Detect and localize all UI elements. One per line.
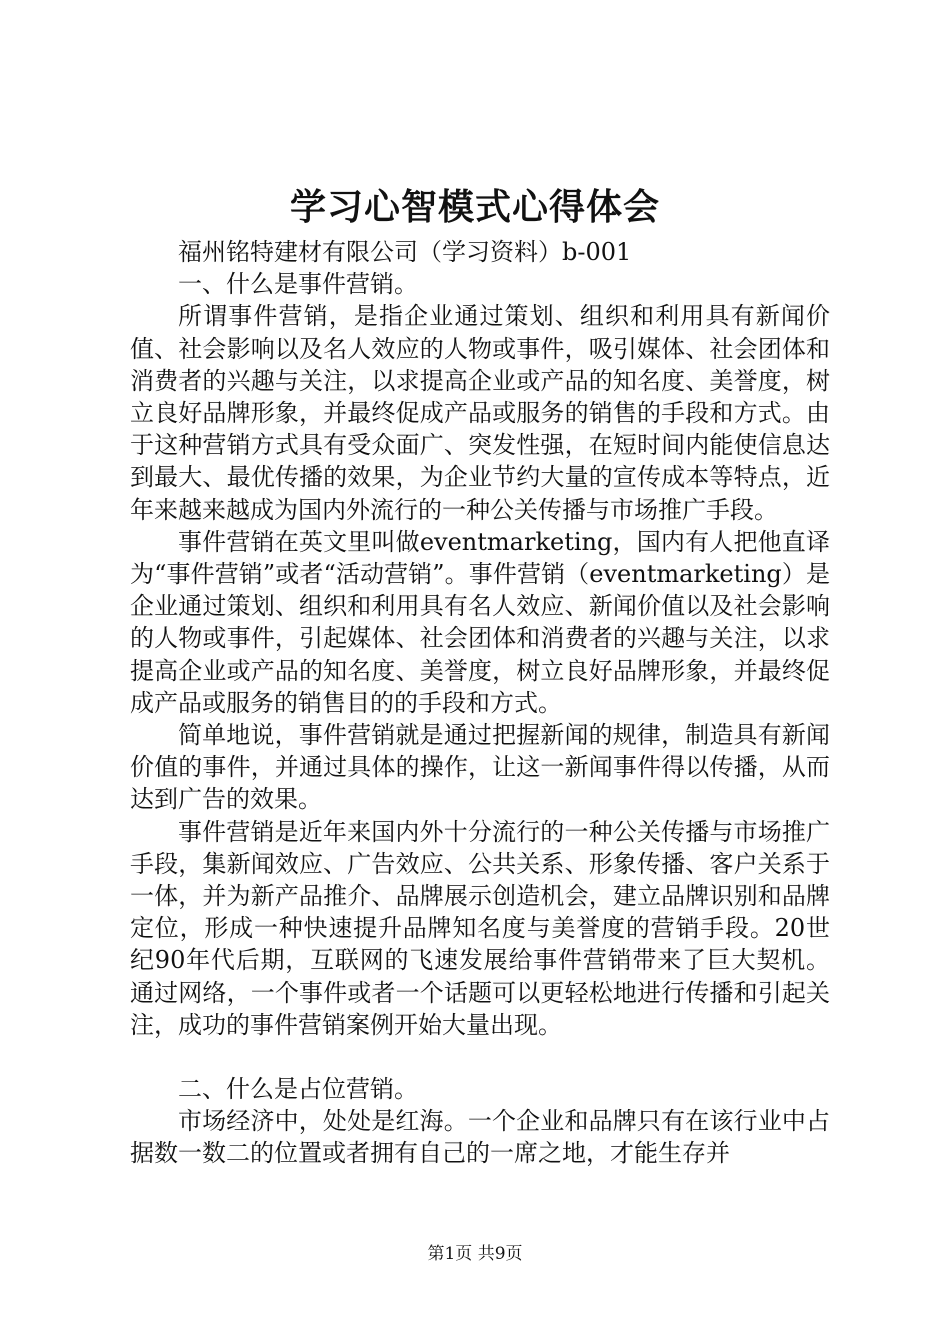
section-heading-2: 二、什么是占位营销。 bbox=[178, 1075, 418, 1104]
page-number: 第1页 共9页 bbox=[427, 1244, 523, 1264]
paragraph-3: 简单地说，事件营销就是通过把握新闻的规律，制造具有新闻价值的事件，并通过具体的操作，让这一新闻事件得以传播，从而达到广告的效果。 bbox=[130, 721, 830, 814]
document-body bbox=[130, 236, 830, 1170]
source-line: 福州铭特建材有限公司（学习资料）b-001 bbox=[178, 238, 632, 266]
section-heading-1: 一、什么是事件营销。 bbox=[178, 270, 418, 299]
document-title: 学习心智模式心得体会 bbox=[289, 187, 660, 228]
paragraph-4: 事件营销是近年来国内外十分流行的一种公关传播与市场推广手段，集新闻效应、广告效应、公共关系、形象传播、客户关系于一体，并为新产品推介、品牌展示创造机会，建立品牌识别和品牌定位，形成一种快速提升品牌知名度与美誉度的营销手段。20世纪90年代后期，互联网的飞速发展给事件营销带来了巨大契机。通过网络，一个事件或者一个话题可以更轻松地进行传播和引起关注，成功的事件营销案例开始大量出现。 bbox=[130, 817, 830, 1039]
paragraph-1: 所谓事件营销，是指企业通过策划、组织和利用具有新闻价值、社会影响以及名人效应的人物或事件，吸引媒体、社会团体和消费者的兴趣与关注，以求提高企业或产品的知名度、美誉度，树立良好品牌形象，并最终促成产品或服务的销售的手段和方式。由于这种营销方式具有受众面广、突发性强，在短时间内能使信息达到最大、最优传播的效果，为企业节约大量的宣传成本等特点，近年来越来越成为国内外流行的一种公关传播与市场推广手段。 bbox=[130, 302, 830, 524]
blank-line bbox=[130, 1041, 830, 1073]
paragraph-2: 事件营销在英文里叫做eventmarketing，国内有人把他直译为“事件营销”或者“活动营销”。事件营销（eventmarketing）是企业通过策划、组织和利用具有名人效应、新闻价值以及社会影响的人物或事件，引起媒体、社会团体和消费者的兴趣与关注，以求提高企业或产品的知名度、美誉度，树立良好品牌形象，并最终促成产品或服务的销售目的的手段和方式。 bbox=[130, 527, 830, 717]
paragraph-5: 市场经济中，处处是红海。一个企业和品牌只有在该行业中占据数一数二的位置或者拥有自己的一席之地，才能生存并 bbox=[130, 1107, 830, 1168]
